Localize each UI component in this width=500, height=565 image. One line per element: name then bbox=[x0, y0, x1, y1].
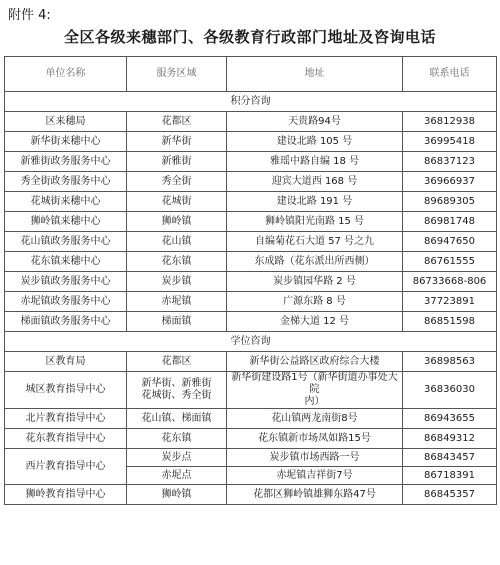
cell-address: 东成路（花东派出所西侧） bbox=[227, 252, 403, 272]
cell-address: 花东镇新市场凤如路15号 bbox=[227, 429, 403, 449]
cell-unit: 北片教育指导中心 bbox=[5, 409, 127, 429]
cell-address: 迎宾大道西 168 号 bbox=[227, 172, 403, 192]
cell-unit: 炭步镇政务服务中心 bbox=[5, 272, 127, 292]
table-row bbox=[5, 152, 497, 172]
table-row bbox=[5, 292, 497, 312]
table-row bbox=[5, 132, 497, 152]
table-row bbox=[5, 172, 497, 192]
cell-area-line: 花城街、秀全街 bbox=[141, 390, 212, 401]
cell-area: 狮岭镇 bbox=[127, 485, 227, 505]
cell-phone: 36836030 bbox=[403, 372, 497, 409]
cell-phone: 86733668-806 bbox=[403, 272, 497, 292]
cell-unit: 花东镇来穗中心 bbox=[5, 252, 127, 272]
table-row bbox=[5, 312, 497, 332]
table-row bbox=[5, 485, 497, 505]
cell-phone: 36966937 bbox=[403, 172, 497, 192]
cell-unit: 新华街来穗中心 bbox=[5, 132, 127, 152]
cell-unit: 西片教育指导中心 bbox=[5, 449, 127, 485]
cell-phone: 37723891 bbox=[403, 292, 497, 312]
cell-unit: 狮岭镇来穗中心 bbox=[5, 212, 127, 232]
section-row-school bbox=[5, 332, 497, 352]
section-row-points bbox=[5, 92, 497, 112]
table-header-row bbox=[5, 57, 497, 92]
cell-address: 花都区狮岭镇雄狮东路47号 bbox=[227, 485, 403, 505]
cell-address: 金梯大道 12 号 bbox=[227, 312, 403, 332]
cell-unit: 花东教育指导中心 bbox=[5, 429, 127, 449]
table-row bbox=[5, 409, 497, 429]
cell-address: 炭步镇园华路 2 号 bbox=[227, 272, 403, 292]
table-row bbox=[5, 192, 497, 212]
cell-address: 炭步镇市场西路一号 bbox=[227, 449, 403, 467]
cell-unit: 城区教育指导中心 bbox=[5, 372, 127, 409]
table-row bbox=[5, 372, 497, 409]
cell-unit: 花城街来穗中心 bbox=[5, 192, 127, 212]
cell-phone: 86943655 bbox=[403, 409, 497, 429]
cell-area: 狮岭镇 bbox=[127, 212, 227, 232]
cell-address: 天贵路94号 bbox=[227, 112, 403, 132]
section-title: 学位咨询 bbox=[5, 332, 497, 352]
cell-area: 炭步点 bbox=[127, 449, 227, 467]
cell-address: 雅瑶中路自编 18 号 bbox=[227, 152, 403, 172]
header-phone: 联系电话 bbox=[403, 57, 497, 92]
cell-unit: 花山镇政务服务中心 bbox=[5, 232, 127, 252]
cell-address-line: 新华街建设路1号（新华街道办事处大院 bbox=[231, 372, 398, 395]
cell-unit: 区来穗局 bbox=[5, 112, 127, 132]
cell-area: 新雅街 bbox=[127, 152, 227, 172]
section-title: 积分咨询 bbox=[5, 92, 497, 112]
document-title: 全区各级来穗部门、各级教育行政部门地址及咨询电话 bbox=[63, 28, 436, 46]
cell-address bbox=[227, 372, 403, 409]
cell-area: 赤坭镇 bbox=[127, 292, 227, 312]
cell-phone: 86845357 bbox=[403, 485, 497, 505]
cell-phone: 86851598 bbox=[403, 312, 497, 332]
cell-area: 花山镇、梯面镇 bbox=[127, 409, 227, 429]
cell-address: 赤坭镇吉祥街7号 bbox=[227, 467, 403, 485]
table-row bbox=[5, 429, 497, 449]
cell-unit: 赤坭镇政务服务中心 bbox=[5, 292, 127, 312]
cell-phone: 36812938 bbox=[403, 112, 497, 132]
contact-table bbox=[4, 56, 497, 505]
cell-phone: 86947650 bbox=[403, 232, 497, 252]
table-row bbox=[5, 252, 497, 272]
header-unit: 单位名称 bbox=[5, 57, 127, 92]
cell-unit: 秀全街政务服务中心 bbox=[5, 172, 127, 192]
cell-area: 花东镇 bbox=[127, 252, 227, 272]
cell-phone: 86837123 bbox=[403, 152, 497, 172]
cell-unit: 新雅街政务服务中心 bbox=[5, 152, 127, 172]
cell-unit: 狮岭教育指导中心 bbox=[5, 485, 127, 505]
cell-address-line: 内） bbox=[304, 396, 325, 407]
table-row bbox=[5, 272, 497, 292]
table-row bbox=[5, 232, 497, 252]
cell-address: 广源东路 8 号 bbox=[227, 292, 403, 312]
cell-phone: 36898563 bbox=[403, 352, 497, 372]
cell-address: 新华街公益路区政府综合大楼 bbox=[227, 352, 403, 372]
cell-area: 秀全街 bbox=[127, 172, 227, 192]
header-area: 服务区域 bbox=[127, 57, 227, 92]
cell-area-line: 新华街、新雅街 bbox=[141, 378, 212, 389]
cell-area: 花城街 bbox=[127, 192, 227, 212]
cell-area: 炭步镇 bbox=[127, 272, 227, 292]
table-row bbox=[5, 212, 497, 232]
cell-phone: 86718391 bbox=[403, 467, 497, 485]
cell-area: 梯面镇 bbox=[127, 312, 227, 332]
cell-address: 建设北路 191 号 bbox=[227, 192, 403, 212]
cell-area bbox=[127, 372, 227, 409]
cell-address: 建设北路 105 号 bbox=[227, 132, 403, 152]
table-row bbox=[5, 352, 497, 372]
cell-area: 赤坭点 bbox=[127, 467, 227, 485]
table-row bbox=[5, 112, 497, 132]
cell-phone: 86849312 bbox=[403, 429, 497, 449]
cell-address: 狮岭镇阳光南路 15 号 bbox=[227, 212, 403, 232]
cell-area: 花东镇 bbox=[127, 429, 227, 449]
cell-area: 花都区 bbox=[127, 352, 227, 372]
cell-area: 花山镇 bbox=[127, 232, 227, 252]
cell-unit: 梯面镇政务服务中心 bbox=[5, 312, 127, 332]
cell-area: 花都区 bbox=[127, 112, 227, 132]
cell-phone: 36995418 bbox=[403, 132, 497, 152]
cell-phone: 86981748 bbox=[403, 212, 497, 232]
cell-phone: 86843457 bbox=[403, 449, 497, 467]
attachment-label: 附件 4: bbox=[8, 8, 51, 23]
cell-address: 自编菊花石大道 57 号之九 bbox=[227, 232, 403, 252]
cell-phone: 86761555 bbox=[403, 252, 497, 272]
cell-address: 花山镇两龙南街8号 bbox=[227, 409, 403, 429]
header-address: 地址 bbox=[227, 57, 403, 92]
cell-unit: 区教育局 bbox=[5, 352, 127, 372]
cell-area: 新华街 bbox=[127, 132, 227, 152]
table-row bbox=[5, 449, 497, 467]
cell-phone: 89689305 bbox=[403, 192, 497, 212]
